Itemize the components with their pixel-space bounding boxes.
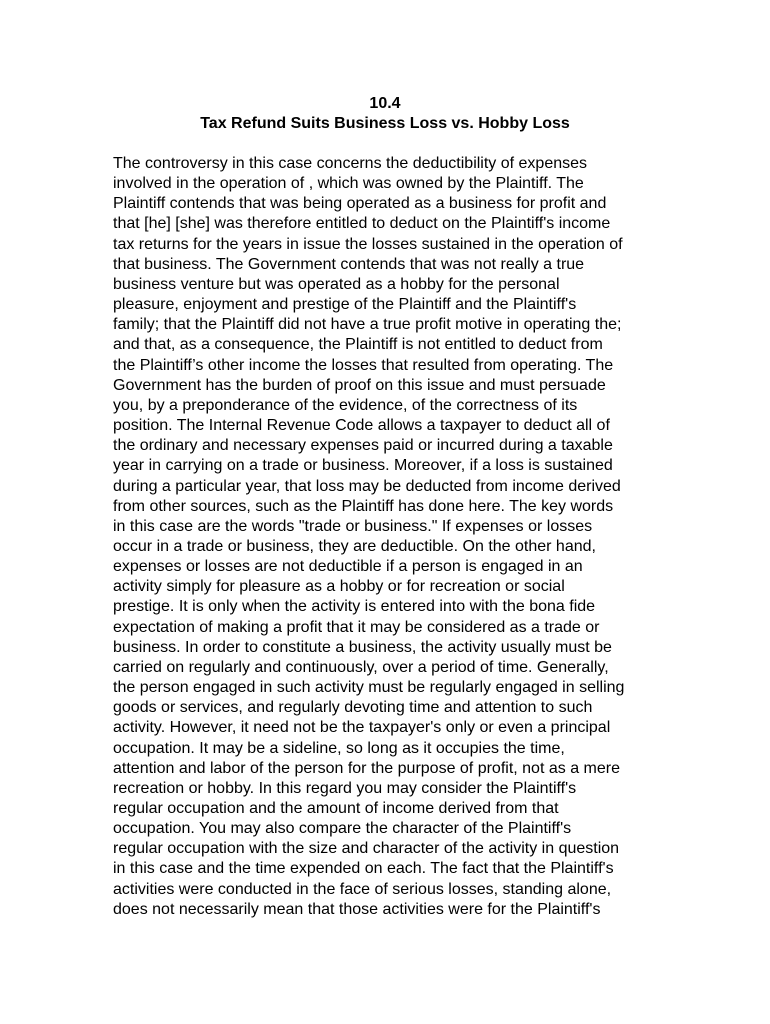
body-line: the ordinary and necessary expenses paid or incurred during a taxable — [113, 437, 613, 455]
body-line: occupation. You may also compare the character of the Plaintiff's — [113, 820, 572, 838]
body-line: pleasure, enjoyment and prestige of the Plaintiff and the Plaintiff's — [113, 296, 577, 314]
body-line: recreation or hobby. In this regard you may consider the Plaintiff's — [113, 779, 577, 797]
body-line: occupation. It may be a sideline, so long as it occupies the time, — [113, 739, 565, 757]
body-line: goods or services, and regularly devoting time and attention to such — [113, 699, 593, 717]
body-line: tax returns for the years in issue the losses sustained in the operation of — [113, 235, 623, 253]
body-line: the Plaintiff’s other income the losses that resulted from operating. The — [113, 356, 614, 374]
body-line: and that, as a consequence, the Plaintiff is not entitled to deduct from — [113, 336, 603, 354]
body-line: that business. The Government contends that was not really a true — [113, 255, 585, 273]
body-line: that [he] [she] was therefore entitled to deduct on the Plaintiff's income — [113, 215, 611, 233]
body-line: Government has the burden of proof on this issue and must persuade — [113, 376, 606, 394]
body-line: business. In order to constitute a business, the activity usually must be — [113, 638, 612, 656]
body-line: during a particular year, that loss may be deducted from income derived — [113, 477, 621, 495]
body-line: carried on regularly and continuously, over a period of time. Generally, — [113, 658, 609, 676]
body-line: year in carrying on a trade or business. Moreover, if a loss is sustained — [113, 457, 613, 475]
body-line: regular occupation and the amount of income derived from that — [113, 800, 559, 817]
body-line: attention and labor of the person for the purpose of profit, not as a mere — [113, 759, 620, 777]
body-line: business venture but was operated as a hobby for the personal — [113, 275, 560, 293]
section-number: 10.4 — [369, 95, 401, 112]
body-line: expectation of making a profit that it may be considered as a trade or — [113, 618, 600, 636]
body-line: the person engaged in such activity must be regularly engaged in selling — [113, 679, 625, 697]
body-line: The controversy in this case concerns the deductibility of expenses — [113, 155, 588, 172]
body-line: family; that the Plaintiff did not have a true profit motive in operating the; — [113, 316, 622, 334]
body-line: in this case are the words "trade or business." If expenses or losses — [113, 517, 593, 535]
body-line: activity. However, it need not be the taxpayer's only or even a principal — [113, 719, 611, 737]
body-line: involved in the operation of , which was owned by the Plaintiff. The — [113, 175, 584, 193]
body-line: position. The Internal Revenue Code allows a taxpayer to deduct all of — [113, 417, 610, 435]
body-paragraph — [113, 154, 661, 920]
section-title: Tax Refund Suits Business Loss vs. Hobby Loss — [200, 115, 570, 132]
body-line: in this case and the time expended on each. The fact that the Plaintiff's — [113, 860, 614, 878]
body-line: expenses or losses are not deductible if a person is engaged in an — [113, 558, 583, 576]
body-line: prestige. It is only when the activity is entered into with the bona fide — [113, 598, 596, 616]
body-line: does not necessarily mean that those activities were for the Plaintiff's — [113, 900, 601, 918]
body-line: from other sources, such as the Plaintiff has done here. The key words — [113, 497, 614, 515]
body-line: you, by a preponderance of the evidence, of the correctness of its — [113, 396, 578, 414]
body-line: activities were conducted in the face of serious losses, standing alone, — [113, 880, 612, 898]
body-line: activity simply for pleasure as a hobby or for recreation or social — [113, 578, 565, 596]
body-line: Plaintiff contends that was being operated as a business for profit and — [113, 195, 607, 213]
body-line: occur in a trade or business, they are deductible. On the other hand, — [113, 537, 596, 555]
body-line: regular occupation with the size and character of the activity in question — [113, 840, 620, 858]
